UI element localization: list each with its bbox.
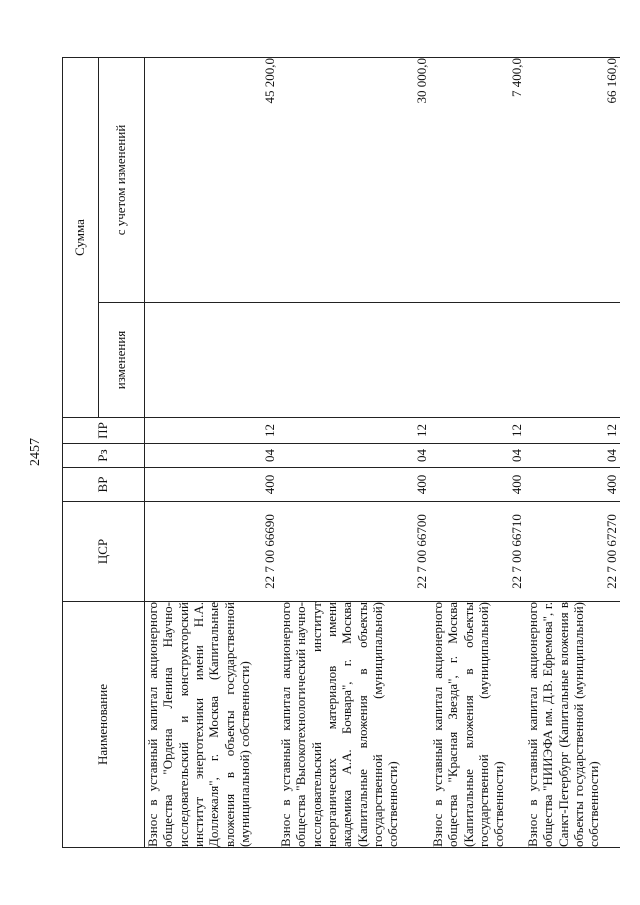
table-row [278,58,430,848]
row-vr: 400 [278,468,430,502]
row-name: Взнос в уставный капитал акционерного общества "Ордена Ленина Научно-исследовательский и конструкторский институт энерготехники имени Н.А. Доллежаля", г. Москва (Капитальные вложения в объекты государственной (муниципальной) собственности) [145,602,279,848]
row-total: 45 200,0 [145,58,279,303]
header-sum: Сумма [63,58,99,418]
row-change [145,303,279,418]
row-total: 30 000,0 [278,58,430,303]
table-row [430,58,525,848]
row-rz: 04 [145,444,279,468]
header-rz: Рз [63,444,145,468]
row-change [525,303,620,418]
row-csr: 22 7 00 67270 [525,502,620,602]
row-name: Взнос в уставный капитал акционерного общества "Высокотехнологический научно-исследовательский институт неорганических материалов имени академика А.А. Бочвара", г. Москва (Капитальные вложения в объекты государственной (муниципальной) собственности) [278,602,430,848]
row-change [278,303,430,418]
row-total: 66 160,0 [525,58,620,303]
row-csr: 22 7 00 66710 [430,502,525,602]
header-vr: ВР [63,468,145,502]
row-change [430,303,525,418]
header-csr: ЦСР [63,502,145,602]
page-number-text: 2457 [28,438,43,466]
row-vr: 400 [430,468,525,502]
budget-table [62,57,620,848]
rotated-page [62,58,620,848]
table-row [145,58,279,848]
row-pr: 12 [278,418,430,444]
row-name: Взнос в уставный капитал акционерного общества "Красная Звезда", г. Москва (Капитальные вложения в объекты государственной (муниципальной) собственности) [430,602,525,848]
header-total: с учетом изменений [99,58,145,303]
row-pr: 12 [145,418,279,444]
table-row [525,58,620,848]
row-csr: 22 7 00 66700 [278,502,430,602]
row-rz: 04 [430,444,525,468]
header-pr: ПР [63,418,145,444]
row-rz: 04 [278,444,430,468]
row-pr: 12 [525,418,620,444]
header-name: Наименование [63,602,145,848]
row-vr: 400 [525,468,620,502]
row-vr: 400 [145,468,279,502]
row-name: Взнос в уставный капитал акционерного общества "НИИЭФА им. Д.В. Ефремова", г. Санкт-Петербург (Капитальные вложения в объекты государственной (муниципальной) собственности) [525,602,620,848]
row-total: 7 400,0 [430,58,525,303]
row-pr: 12 [430,418,525,444]
header-change: изменения [99,303,145,418]
row-csr: 22 7 00 66690 [145,502,279,602]
row-rz: 04 [525,444,620,468]
